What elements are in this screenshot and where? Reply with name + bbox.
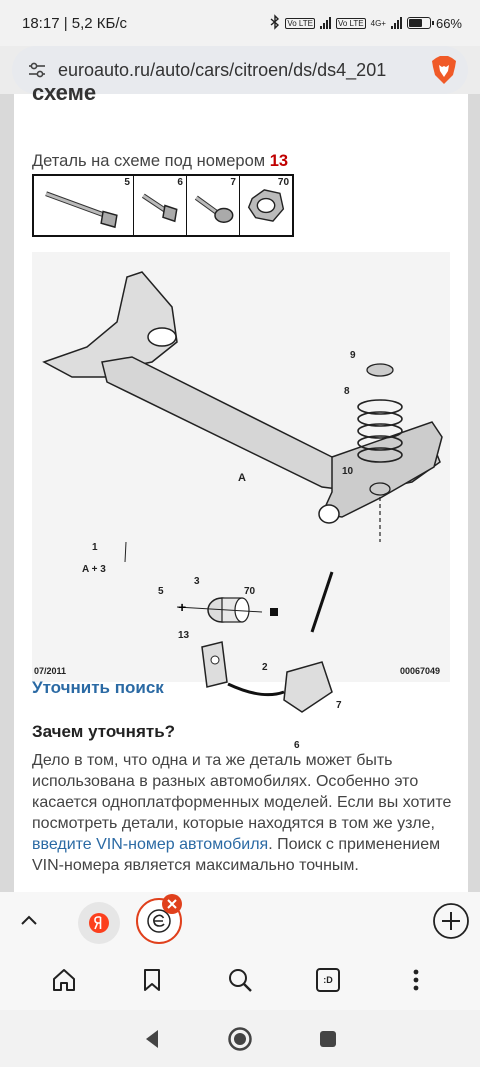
volte-badge-2: Vo LTE [337, 18, 364, 28]
yandex-icon [88, 912, 110, 934]
label-8: 8 [344, 386, 350, 397]
section-heading-partial: схеме [32, 80, 97, 105]
detail-number: 13 [269, 152, 289, 170]
label-6: 6 [294, 740, 300, 751]
label-1: 1 [92, 542, 98, 553]
close-tab-icon[interactable] [162, 894, 182, 914]
diagram-code: 00067049 [400, 666, 441, 676]
part-number: 6 [177, 177, 183, 188]
page-margin-right [468, 94, 480, 892]
recents-icon[interactable] [318, 1029, 338, 1049]
label-a: A [238, 472, 246, 484]
nut-image [240, 176, 292, 235]
part-cell-70[interactable] [240, 176, 292, 235]
search-icon [227, 967, 253, 993]
browser-bottom-nav [0, 950, 480, 1010]
label-2: 2 [262, 662, 268, 673]
menu-icon [412, 968, 420, 992]
battery-percent: 66% [435, 15, 462, 31]
paragraph-end: . Поиск с применением VIN-номера является максимально точным. [32, 836, 441, 874]
svg-text:+: + [178, 599, 187, 615]
yandex-tab[interactable] [78, 902, 120, 944]
status-icons [270, 15, 462, 32]
label-a3: A + 3 [82, 564, 106, 575]
brave-shields-icon[interactable] [430, 55, 458, 85]
signal-icon-2 [391, 17, 402, 29]
part-cell-6[interactable] [134, 176, 187, 235]
web-page [14, 80, 468, 892]
parts-strip [32, 174, 294, 237]
site-settings-icon[interactable] [26, 59, 48, 81]
why-refine-heading: Зачем уточнять? [32, 722, 176, 741]
diagram-date: 07/2011 [34, 666, 67, 676]
battery-icon [407, 17, 431, 29]
label-7: 7 [336, 700, 342, 711]
status-bar [0, 0, 480, 46]
label-9: 9 [350, 350, 356, 361]
label-70: 70 [244, 586, 256, 597]
home-circle-icon[interactable] [227, 1026, 253, 1052]
detail-prefix: Деталь на схеме под номером [32, 152, 266, 170]
part-number: 5 [124, 177, 130, 188]
bluetooth-icon [270, 15, 280, 32]
short-bolt-image [134, 176, 186, 235]
label-5: 5 [158, 586, 164, 597]
vin-link[interactable]: введите VIN-номер автомобиля [32, 836, 269, 853]
label-3: 3 [194, 576, 200, 587]
long-bolt-image [34, 176, 133, 235]
page-margin-left [0, 94, 14, 892]
explanation-paragraph [32, 750, 452, 876]
signal-icon [320, 17, 331, 29]
detail-number-line [32, 152, 288, 171]
part-cell-5[interactable] [34, 176, 134, 235]
home-button[interactable] [42, 958, 86, 1002]
volte-badge-1: Vo LTE [287, 18, 313, 28]
bookmarks-button[interactable] [130, 958, 174, 1002]
part-cell-7[interactable] [187, 176, 240, 235]
search-button[interactable] [218, 958, 262, 1002]
home-icon [51, 967, 77, 993]
label-13: 13 [178, 630, 190, 641]
back-icon[interactable] [142, 1028, 162, 1050]
system-navigation-bar [0, 1010, 480, 1067]
tabs-button[interactable] [306, 958, 350, 1002]
rear-axle-drawing [32, 252, 450, 682]
part-number: 7 [230, 177, 236, 188]
refine-search-link[interactable]: Уточнить поиск [32, 678, 164, 697]
tabs-icon: :D [316, 968, 340, 992]
battery-fill [409, 19, 422, 27]
tab-strip [0, 892, 480, 950]
new-tab-icon[interactable] [432, 902, 470, 940]
url-text[interactable]: euroauto.ru/auto/cars/citroen/ds/ds4_201 [58, 59, 387, 80]
part-number: 70 [277, 177, 290, 188]
network-type: 4G+ [370, 18, 386, 28]
menu-button[interactable] [394, 958, 438, 1002]
chevron-up-icon[interactable] [18, 910, 40, 932]
status-time-speed: 18:17 | 5,2 КБ/с [22, 14, 128, 32]
flange-bolt-image [187, 176, 239, 235]
bookmark-icon [141, 967, 163, 993]
paragraph-start: Дело в том, что одна и та же деталь может быть использована в разных автомобилях. Особенно это касается одноплатформенных моделей. Если вы хотите посмотреть детали, которые находятся в том же узле, [32, 752, 452, 832]
label-10: 10 [342, 466, 354, 477]
